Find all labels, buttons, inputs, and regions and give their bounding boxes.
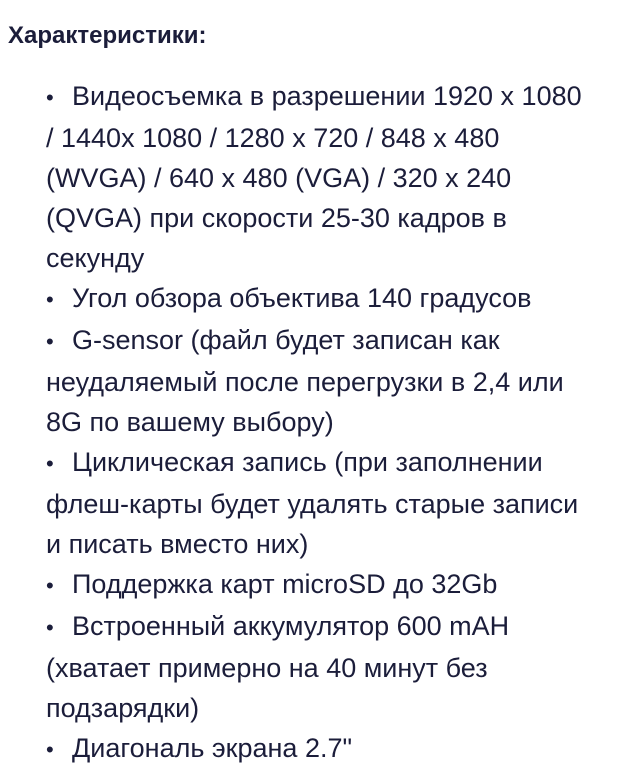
spec-item-g-sensor <box>46 320 586 442</box>
spec-text: Видеосъемка в разрешении 1920 х 1080 / 1440х 1080 / 1280 х 720 / 848 х 480 (WVGA) / 640 х 480 (VGA) / 320 х 240 (QVGA) при скорости 25-30 кадров в секунду <box>46 81 582 273</box>
bullet-icon: • <box>46 737 54 762</box>
spec-text: Циклическая запись (при заполнении флеш-карты будет удалять старые записи и писать вместо них) <box>46 447 579 559</box>
bullet-icon: • <box>46 287 54 312</box>
specs-heading: Характеристики: <box>8 22 207 49</box>
spec-text: Поддержка карт microSD до 32Gb <box>72 569 498 599</box>
spec-item-loop-recording <box>46 442 586 564</box>
bullet-icon: • <box>46 85 54 110</box>
spec-text: G-sensor (файл будет записан как неудаляемый после перегрузки в 2,4 или 8G по вашему выбору) <box>46 325 564 437</box>
spec-item-microsd-support <box>46 564 586 606</box>
bullet-icon: • <box>46 451 54 476</box>
spec-item-screen-diagonal <box>46 728 586 770</box>
specs-list <box>46 76 586 770</box>
bullet-icon: • <box>46 615 54 640</box>
spec-text: Угол обзора объектива 140 градусов <box>72 283 532 313</box>
bullet-icon: • <box>46 329 54 354</box>
spec-item-viewing-angle <box>46 278 586 320</box>
spec-item-video-resolution <box>46 76 586 278</box>
bullet-icon: • <box>46 573 54 598</box>
spec-item-battery <box>46 606 586 728</box>
spec-text: Диагональ экрана 2.7" <box>72 733 353 763</box>
spec-text: Встроенный аккумулятор 600 mAH (хватает примерно на 40 минут без подзарядки) <box>46 611 510 723</box>
